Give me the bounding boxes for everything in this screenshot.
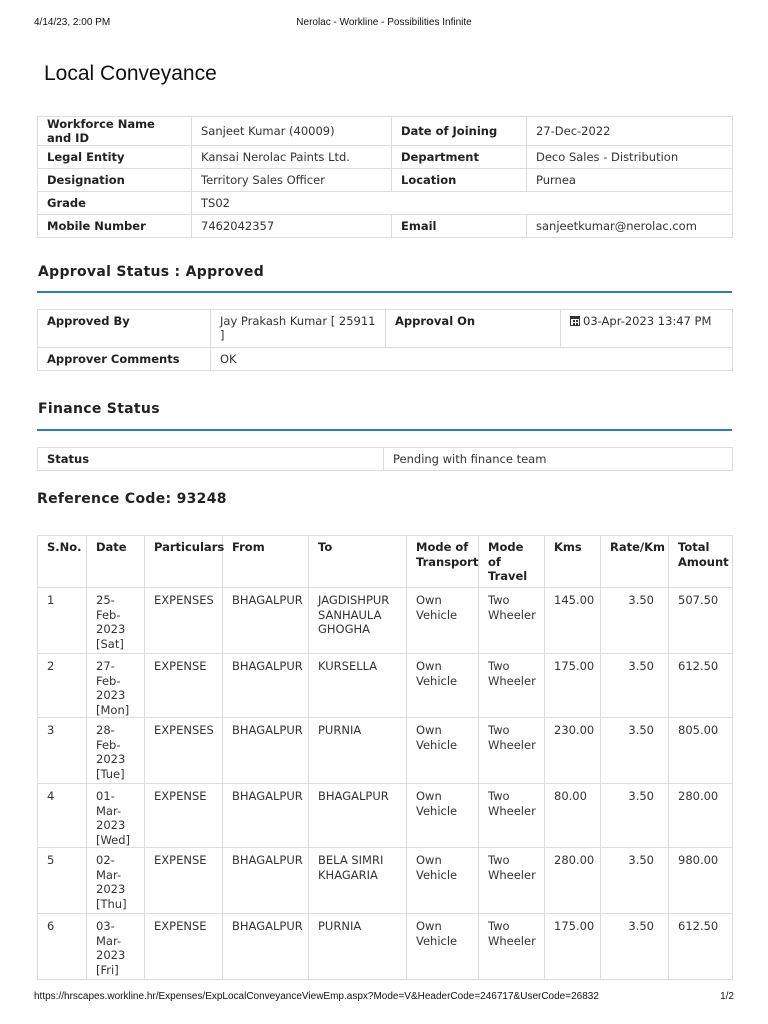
travel-cell: Two Wheeler: [479, 784, 545, 848]
approved-by-label: Approved By: [38, 310, 211, 348]
total-cell: 507.50: [669, 588, 733, 654]
designation-value: Territory Sales Officer: [192, 169, 392, 192]
date-cell: 03-Mar-2023 [Fri]: [87, 914, 145, 980]
sno-cell: 2: [38, 654, 87, 718]
total-cell: 612.50: [669, 654, 733, 718]
doj-value: 27-Dec-2022: [527, 117, 733, 146]
to-cell: KURSELLA: [309, 654, 407, 718]
table-row: [38, 215, 733, 238]
total-cell: 280.00: [669, 784, 733, 848]
sno-cell: 3: [38, 718, 87, 784]
table-row: [38, 784, 733, 848]
column-header: Particulars: [145, 536, 223, 588]
particulars-cell: EXPENSE: [145, 848, 223, 914]
transport-cell: Own Vehicle: [407, 588, 479, 654]
to-cell: PURNIA: [309, 718, 407, 784]
table-row: [38, 310, 733, 348]
page-title: Local Conveyance: [44, 62, 217, 85]
table-row: [38, 448, 733, 471]
rate-cell: 3.50: [601, 588, 669, 654]
transport-cell: Own Vehicle: [407, 848, 479, 914]
print-page-number: 1/2: [720, 991, 734, 1002]
travel-cell: Two Wheeler: [479, 654, 545, 718]
rate-cell: 3.50: [601, 848, 669, 914]
table-row: [38, 117, 733, 146]
total-cell: 980.00: [669, 848, 733, 914]
date-cell: 25-Feb-2023 [Sat]: [87, 588, 145, 654]
kms-cell: 230.00: [545, 718, 601, 784]
particulars-cell: EXPENSE: [145, 654, 223, 718]
expense-table: [37, 535, 733, 980]
sno-cell: 1: [38, 588, 87, 654]
employee-info-table: [37, 116, 733, 238]
finance-status-label: Status: [38, 448, 384, 471]
print-url: https://hrscapes.workline.hr/Expenses/ExpLocalConveyanceViewEmp.aspx?Mode=V&HeaderCode=246717&UserCode=26832: [34, 991, 599, 1002]
particulars-cell: EXPENSE: [145, 914, 223, 980]
to-cell: BHAGALPUR: [309, 784, 407, 848]
transport-cell: Own Vehicle: [407, 784, 479, 848]
total-cell: 612.50: [669, 914, 733, 980]
kms-cell: 280.00: [545, 848, 601, 914]
mobile-label: Mobile Number: [38, 215, 192, 238]
calendar-icon: [570, 316, 580, 326]
approval-on-label: Approval On: [386, 310, 561, 348]
column-header: To: [309, 536, 407, 588]
designation-label: Designation: [38, 169, 192, 192]
table-row: [38, 654, 733, 718]
table-row: [38, 848, 733, 914]
to-cell: BELA SIMRI KHAGARIA: [309, 848, 407, 914]
finance-table: [37, 447, 733, 471]
column-header: Date: [87, 536, 145, 588]
name-value: Sanjeet Kumar (40009): [192, 117, 392, 146]
sno-cell: 5: [38, 848, 87, 914]
date-cell: 01-Mar-2023 [Wed]: [87, 784, 145, 848]
department-label: Department: [392, 146, 527, 169]
table-row: [38, 192, 733, 215]
particulars-cell: EXPENSES: [145, 588, 223, 654]
from-cell: BHAGALPUR: [223, 848, 309, 914]
kms-cell: 145.00: [545, 588, 601, 654]
doj-label: Date of Joining: [392, 117, 527, 146]
entity-value: Kansai Nerolac Paints Ltd.: [192, 146, 392, 169]
location-label: Location: [392, 169, 527, 192]
kms-cell: 175.00: [545, 914, 601, 980]
email-value: sanjeetkumar@nerolac.com: [527, 215, 733, 238]
to-cell: JAGDISHPUR SANHAULA GHOGHA: [309, 588, 407, 654]
grade-label: Grade: [38, 192, 192, 215]
from-cell: BHAGALPUR: [223, 914, 309, 980]
kms-cell: 175.00: [545, 654, 601, 718]
approver-comments-label: Approver Comments: [38, 348, 211, 371]
total-cell: 805.00: [669, 718, 733, 784]
sno-cell: 6: [38, 914, 87, 980]
column-header: From: [223, 536, 309, 588]
name-label: Workforce Name and ID: [38, 117, 192, 146]
approval-on-value: 03-Apr-2023 13:47 PM: [583, 314, 712, 328]
rate-cell: 3.50: [601, 914, 669, 980]
travel-cell: Two Wheeler: [479, 588, 545, 654]
section-divider: [37, 429, 732, 431]
transport-cell: Own Vehicle: [407, 718, 479, 784]
particulars-cell: EXPENSES: [145, 718, 223, 784]
rate-cell: 3.50: [601, 718, 669, 784]
table-row: [38, 146, 733, 169]
column-header: Mode of Transport: [407, 536, 479, 588]
print-header: [0, 17, 768, 33]
from-cell: BHAGALPUR: [223, 718, 309, 784]
date-cell: 27-Feb-2023 [Mon]: [87, 654, 145, 718]
column-header: Kms: [545, 536, 601, 588]
travel-cell: Two Wheeler: [479, 718, 545, 784]
approval-table: [37, 309, 733, 371]
approved-by-value: Jay Prakash Kumar [ 25911 ]: [211, 310, 386, 348]
to-cell: PURNIA: [309, 914, 407, 980]
column-header: Rate/Km: [601, 536, 669, 588]
table-row: [38, 718, 733, 784]
section-divider: [37, 291, 732, 293]
column-header: S.No.: [38, 536, 87, 588]
date-cell: 28-Feb-2023 [Tue]: [87, 718, 145, 784]
travel-cell: Two Wheeler: [479, 914, 545, 980]
approval-on-cell: [561, 310, 733, 348]
approver-comments-value: OK: [211, 348, 733, 371]
column-header: Mode of Travel: [479, 536, 545, 588]
mobile-value: 7462042357: [192, 215, 392, 238]
column-header: Total Amount: [669, 536, 733, 588]
print-datetime: 4/14/23, 2:00 PM: [34, 17, 111, 28]
transport-cell: Own Vehicle: [407, 654, 479, 718]
reference-code-heading: Reference Code: 93248: [37, 491, 227, 507]
from-cell: BHAGALPUR: [223, 588, 309, 654]
finance-status-heading: Finance Status: [38, 401, 160, 417]
entity-label: Legal Entity: [38, 146, 192, 169]
transport-cell: Own Vehicle: [407, 914, 479, 980]
date-cell: 02-Mar-2023 [Thu]: [87, 848, 145, 914]
table-row: [38, 348, 733, 371]
table-row: [38, 169, 733, 192]
finance-status-value: Pending with finance team: [384, 448, 733, 471]
from-cell: BHAGALPUR: [223, 654, 309, 718]
print-footer: [0, 991, 768, 1007]
travel-cell: Two Wheeler: [479, 848, 545, 914]
table-header-row: [38, 536, 733, 588]
location-value: Purnea: [527, 169, 733, 192]
sno-cell: 4: [38, 784, 87, 848]
kms-cell: 80.00: [545, 784, 601, 848]
email-label: Email: [392, 215, 527, 238]
approval-status-heading: Approval Status : Approved: [38, 264, 265, 280]
grade-value: TS02: [192, 192, 733, 215]
print-page-title: Nerolac - Workline - Possibilities Infinite: [296, 17, 472, 28]
table-row: [38, 914, 733, 980]
particulars-cell: EXPENSE: [145, 784, 223, 848]
table-row: [38, 588, 733, 654]
rate-cell: 3.50: [601, 654, 669, 718]
rate-cell: 3.50: [601, 784, 669, 848]
from-cell: BHAGALPUR: [223, 784, 309, 848]
department-value: Deco Sales - Distribution: [527, 146, 733, 169]
